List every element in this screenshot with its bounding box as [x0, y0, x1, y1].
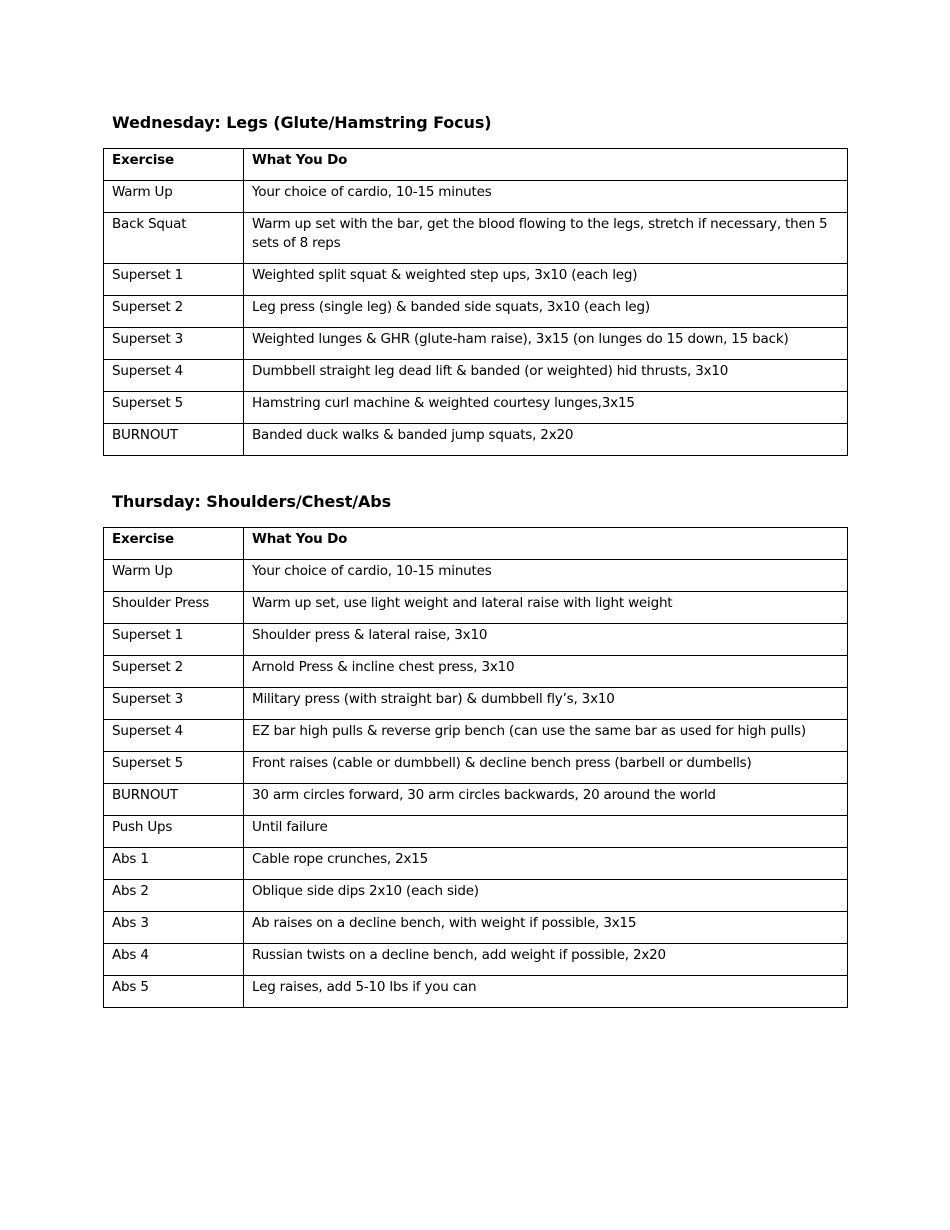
exercise-cell: BURNOUT — [104, 784, 244, 816]
description-cell: Weighted split squat & weighted step ups, 3x10 (each leg) — [244, 264, 848, 296]
exercise-cell: Abs 5 — [104, 976, 244, 1008]
description-cell: Arnold Press & incline chest press, 3x10 — [244, 656, 848, 688]
description-cell: Military press (with straight bar) & dumbbell fly’s, 3x10 — [244, 688, 848, 720]
exercise-cell: Abs 4 — [104, 944, 244, 976]
table-row — [104, 784, 848, 816]
table-row — [104, 944, 848, 976]
description-cell: Ab raises on a decline bench, with weight if possible, 3x15 — [244, 912, 848, 944]
description-cell: Your choice of cardio, 10-15 minutes — [244, 560, 848, 592]
description-cell: Front raises (cable or dumbbell) & decline bench press (barbell or dumbells) — [244, 752, 848, 784]
exercise-cell: Superset 5 — [104, 752, 244, 784]
table-row — [104, 560, 848, 592]
table-row — [104, 912, 848, 944]
description-cell: Leg press (single leg) & banded side squats, 3x10 (each leg) — [244, 296, 848, 328]
table-row — [104, 424, 848, 456]
table-row — [104, 848, 848, 880]
exercise-cell: Warm Up — [104, 181, 244, 213]
description-cell: Oblique side dips 2x10 (each side) — [244, 880, 848, 912]
table-row — [104, 360, 848, 392]
description-cell: EZ bar high pulls & reverse grip bench (can use the same bar as used for high pulls) — [244, 720, 848, 752]
exercise-cell: BURNOUT — [104, 424, 244, 456]
column-header-exercise: Exercise — [104, 528, 244, 560]
thursday-workout-table — [103, 527, 848, 1008]
description-cell: Warm up set with the bar, get the blood flowing to the legs, stretch if necessary, then 5 sets of 8 reps — [244, 213, 848, 264]
table-row — [104, 656, 848, 688]
table-row — [104, 296, 848, 328]
column-header-exercise: Exercise — [104, 149, 244, 181]
table-row — [104, 624, 848, 656]
table-row — [104, 720, 848, 752]
section-title: Wednesday: Legs (Glute/Hamstring Focus) — [112, 113, 492, 132]
table-header-row — [104, 149, 848, 181]
thursday-section — [103, 492, 847, 1008]
exercise-cell: Abs 1 — [104, 848, 244, 880]
description-cell: Warm up set, use light weight and lateral raise with light weight — [244, 592, 848, 624]
table-row — [104, 752, 848, 784]
description-cell: Shoulder press & lateral raise, 3x10 — [244, 624, 848, 656]
exercise-cell: Superset 3 — [104, 688, 244, 720]
exercise-cell: Superset 3 — [104, 328, 244, 360]
table-row — [104, 392, 848, 424]
exercise-cell: Superset 1 — [104, 624, 244, 656]
exercise-cell: Superset 1 — [104, 264, 244, 296]
description-cell: Hamstring curl machine & weighted courtesy lunges,3x15 — [244, 392, 848, 424]
description-cell: Banded duck walks & banded jump squats, 2x20 — [244, 424, 848, 456]
table-row — [104, 816, 848, 848]
exercise-cell: Push Ups — [104, 816, 244, 848]
description-cell: 30 arm circles forward, 30 arm circles backwards, 20 around the world — [244, 784, 848, 816]
description-cell: Russian twists on a decline bench, add weight if possible, 2x20 — [244, 944, 848, 976]
table-row — [104, 880, 848, 912]
description-cell: Until failure — [244, 816, 848, 848]
exercise-cell: Superset 4 — [104, 720, 244, 752]
exercise-cell: Back Squat — [104, 213, 244, 264]
exercise-cell: Warm Up — [104, 560, 244, 592]
exercise-cell: Superset 4 — [104, 360, 244, 392]
table-row — [104, 213, 848, 264]
exercise-cell: Superset 5 — [104, 392, 244, 424]
wednesday-section — [103, 113, 847, 456]
exercise-cell: Abs 2 — [104, 880, 244, 912]
table-row — [104, 688, 848, 720]
exercise-cell: Superset 2 — [104, 296, 244, 328]
exercise-cell: Abs 3 — [104, 912, 244, 944]
description-cell: Your choice of cardio, 10-15 minutes — [244, 181, 848, 213]
exercise-cell: Superset 2 — [104, 656, 244, 688]
table-row — [104, 264, 848, 296]
description-cell: Cable rope crunches, 2x15 — [244, 848, 848, 880]
description-cell: Leg raises, add 5-10 lbs if you can — [244, 976, 848, 1008]
table-header-row — [104, 528, 848, 560]
section-title: Thursday: Shoulders/Chest/Abs — [112, 492, 392, 511]
description-cell: Dumbbell straight leg dead lift & banded (or weighted) hid thrusts, 3x10 — [244, 360, 848, 392]
table-row — [104, 328, 848, 360]
exercise-cell: Shoulder Press — [104, 592, 244, 624]
table-row — [104, 976, 848, 1008]
wednesday-workout-table — [103, 148, 848, 456]
column-header-what-you-do: What You Do — [244, 149, 848, 181]
table-row — [104, 181, 848, 213]
column-header-what-you-do: What You Do — [244, 528, 848, 560]
table-row — [104, 592, 848, 624]
description-cell: Weighted lunges & GHR (glute-ham raise), 3x15 (on lunges do 15 down, 15 back) — [244, 328, 848, 360]
